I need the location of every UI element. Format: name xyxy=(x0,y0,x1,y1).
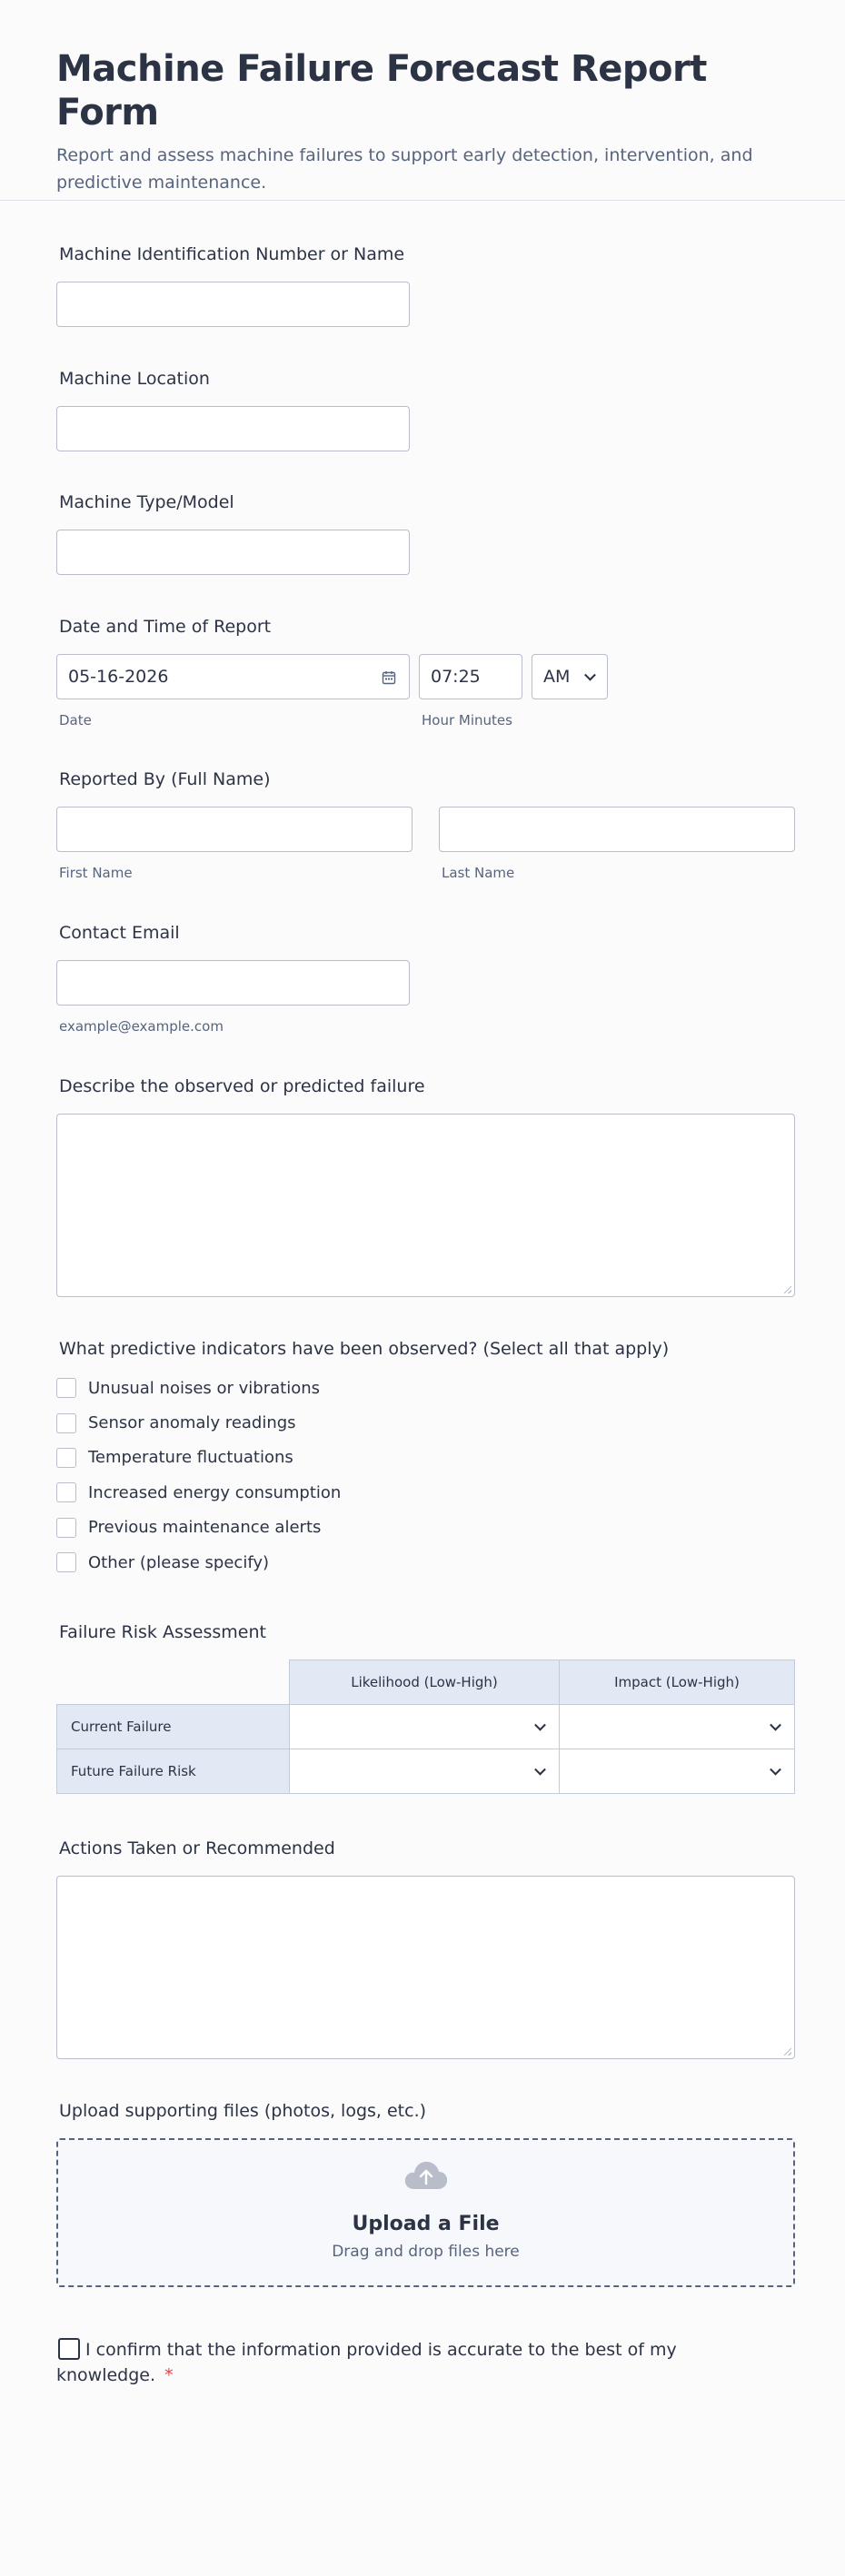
date-sublabel: Date xyxy=(59,712,92,728)
machine-id-label: Machine Identification Number or Name xyxy=(59,244,405,264)
risk-assessment-field xyxy=(56,1621,795,1794)
time-input[interactable] xyxy=(419,654,522,699)
risk-assessment-label: Failure Risk Assessment xyxy=(59,1622,266,1642)
form-title: Machine Failure Forecast Report Form xyxy=(56,48,707,134)
reported-by-field xyxy=(56,768,795,881)
chevron-down-icon xyxy=(770,1719,781,1731)
indicator-option[interactable] xyxy=(56,1371,669,1405)
machine-type-field xyxy=(56,491,410,575)
confirm-checkbox[interactable] xyxy=(58,2338,80,2360)
upload-title: Upload a File xyxy=(352,2213,500,2235)
datetime-field xyxy=(56,616,608,728)
chevron-down-icon xyxy=(584,669,596,681)
matrix-row-label: Current Failure xyxy=(57,1705,290,1749)
matrix-corner xyxy=(57,1660,290,1705)
indicator-option-label: Increased energy consumption xyxy=(88,1482,342,1502)
machine-location-input[interactable] xyxy=(56,406,410,451)
confirm-field xyxy=(56,2337,747,2388)
risk-matrix xyxy=(56,1660,795,1794)
likelihood-select-current[interactable] xyxy=(290,1705,560,1749)
machine-type-input[interactable] xyxy=(56,530,410,575)
datetime-label: Date and Time of Report xyxy=(59,617,272,637)
first-name-input[interactable] xyxy=(56,807,413,852)
time-value: 07:25 xyxy=(431,667,481,687)
upload-label: Upload supporting files (photos, logs, etc.) xyxy=(59,2101,427,2121)
indicator-option[interactable] xyxy=(56,1475,669,1510)
email-label: Contact Email xyxy=(59,923,180,943)
chevron-down-icon xyxy=(770,1764,781,1776)
indicators-field xyxy=(56,1338,669,1580)
indicator-option-label: Other (please specify) xyxy=(88,1552,270,1572)
ampm-select[interactable] xyxy=(532,654,608,699)
confirm-text: I confirm that the information provided is accurate to the best of my knowledge. xyxy=(56,2340,677,2385)
machine-type-label: Machine Type/Model xyxy=(59,492,234,512)
indicators-options xyxy=(56,1371,669,1580)
date-value: 05-16-2026 xyxy=(68,667,169,687)
checkbox[interactable] xyxy=(56,1413,76,1433)
indicator-option[interactable] xyxy=(56,1441,669,1475)
email-field xyxy=(56,922,410,1035)
confirm-row[interactable] xyxy=(56,2337,747,2388)
machine-location-label: Machine Location xyxy=(59,369,210,389)
checkbox[interactable] xyxy=(56,1482,76,1502)
date-group xyxy=(56,654,410,728)
email-input[interactable] xyxy=(56,960,410,1006)
form-header xyxy=(0,0,845,201)
machine-id-field xyxy=(56,243,410,327)
indicator-option[interactable] xyxy=(56,1545,669,1580)
indicator-option-label: Unusual noises or vibrations xyxy=(88,1378,321,1398)
resize-grip-icon[interactable] xyxy=(784,1286,791,1293)
resize-grip-icon[interactable] xyxy=(784,2048,791,2056)
machine-location-field xyxy=(56,368,410,451)
last-name-input[interactable] xyxy=(439,807,795,852)
chevron-down-icon xyxy=(534,1719,546,1731)
required-mark: * xyxy=(164,2365,174,2385)
date-input[interactable] xyxy=(56,654,410,699)
reported-by-label: Reported By (Full Name) xyxy=(59,769,271,789)
upload-hint: Drag and drop files here xyxy=(332,2243,520,2261)
failure-description-textarea[interactable] xyxy=(56,1114,795,1297)
matrix-column-header: Impact (Low-High) xyxy=(560,1660,795,1705)
calendar-icon[interactable] xyxy=(382,670,396,685)
actions-textarea[interactable] xyxy=(56,1876,795,2059)
upload-dropzone[interactable] xyxy=(56,2138,795,2287)
time-sublabel: Hour Minutes xyxy=(422,712,512,728)
actions-label: Actions Taken or Recommended xyxy=(59,1838,335,1858)
failure-description-field xyxy=(56,1075,795,1297)
impact-select-future[interactable] xyxy=(560,1749,795,1794)
likelihood-select-future[interactable] xyxy=(290,1749,560,1794)
indicator-option-label: Sensor anomaly readings xyxy=(88,1413,296,1433)
checkbox[interactable] xyxy=(56,1552,76,1572)
matrix-row-label: Future Failure Risk xyxy=(57,1749,290,1794)
checkbox[interactable] xyxy=(56,1448,76,1468)
time-group xyxy=(419,654,522,728)
indicator-option[interactable] xyxy=(56,1405,669,1440)
matrix-column-header: Likelihood (Low-High) xyxy=(290,1660,560,1705)
ampm-value: AM xyxy=(543,667,571,687)
indicators-label: What predictive indicators have been observed? (Select all that apply) xyxy=(59,1339,670,1359)
cloud-upload-icon xyxy=(403,2160,449,2191)
actions-field xyxy=(56,1838,795,2059)
indicator-option[interactable] xyxy=(56,1511,669,1545)
indicator-option-label: Temperature fluctuations xyxy=(88,1448,293,1468)
first-name-sublabel: First Name xyxy=(59,865,133,881)
last-name-sublabel: Last Name xyxy=(442,865,515,881)
failure-description-label: Describe the observed or predicted failure xyxy=(59,1076,425,1096)
chevron-down-icon xyxy=(534,1764,546,1776)
form-description: Report and assess machine failures to support early detection, intervention, and predictive maintenance. xyxy=(56,145,753,193)
first-name-group xyxy=(56,807,413,881)
checkbox[interactable] xyxy=(56,1378,76,1398)
indicator-option-label: Previous maintenance alerts xyxy=(88,1518,322,1538)
last-name-group xyxy=(439,807,795,881)
impact-select-current[interactable] xyxy=(560,1705,795,1749)
upload-field xyxy=(56,2100,795,2287)
checkbox[interactable] xyxy=(56,1518,76,1538)
email-sublabel: example@example.com xyxy=(59,1018,224,1035)
machine-id-input[interactable] xyxy=(56,282,410,327)
